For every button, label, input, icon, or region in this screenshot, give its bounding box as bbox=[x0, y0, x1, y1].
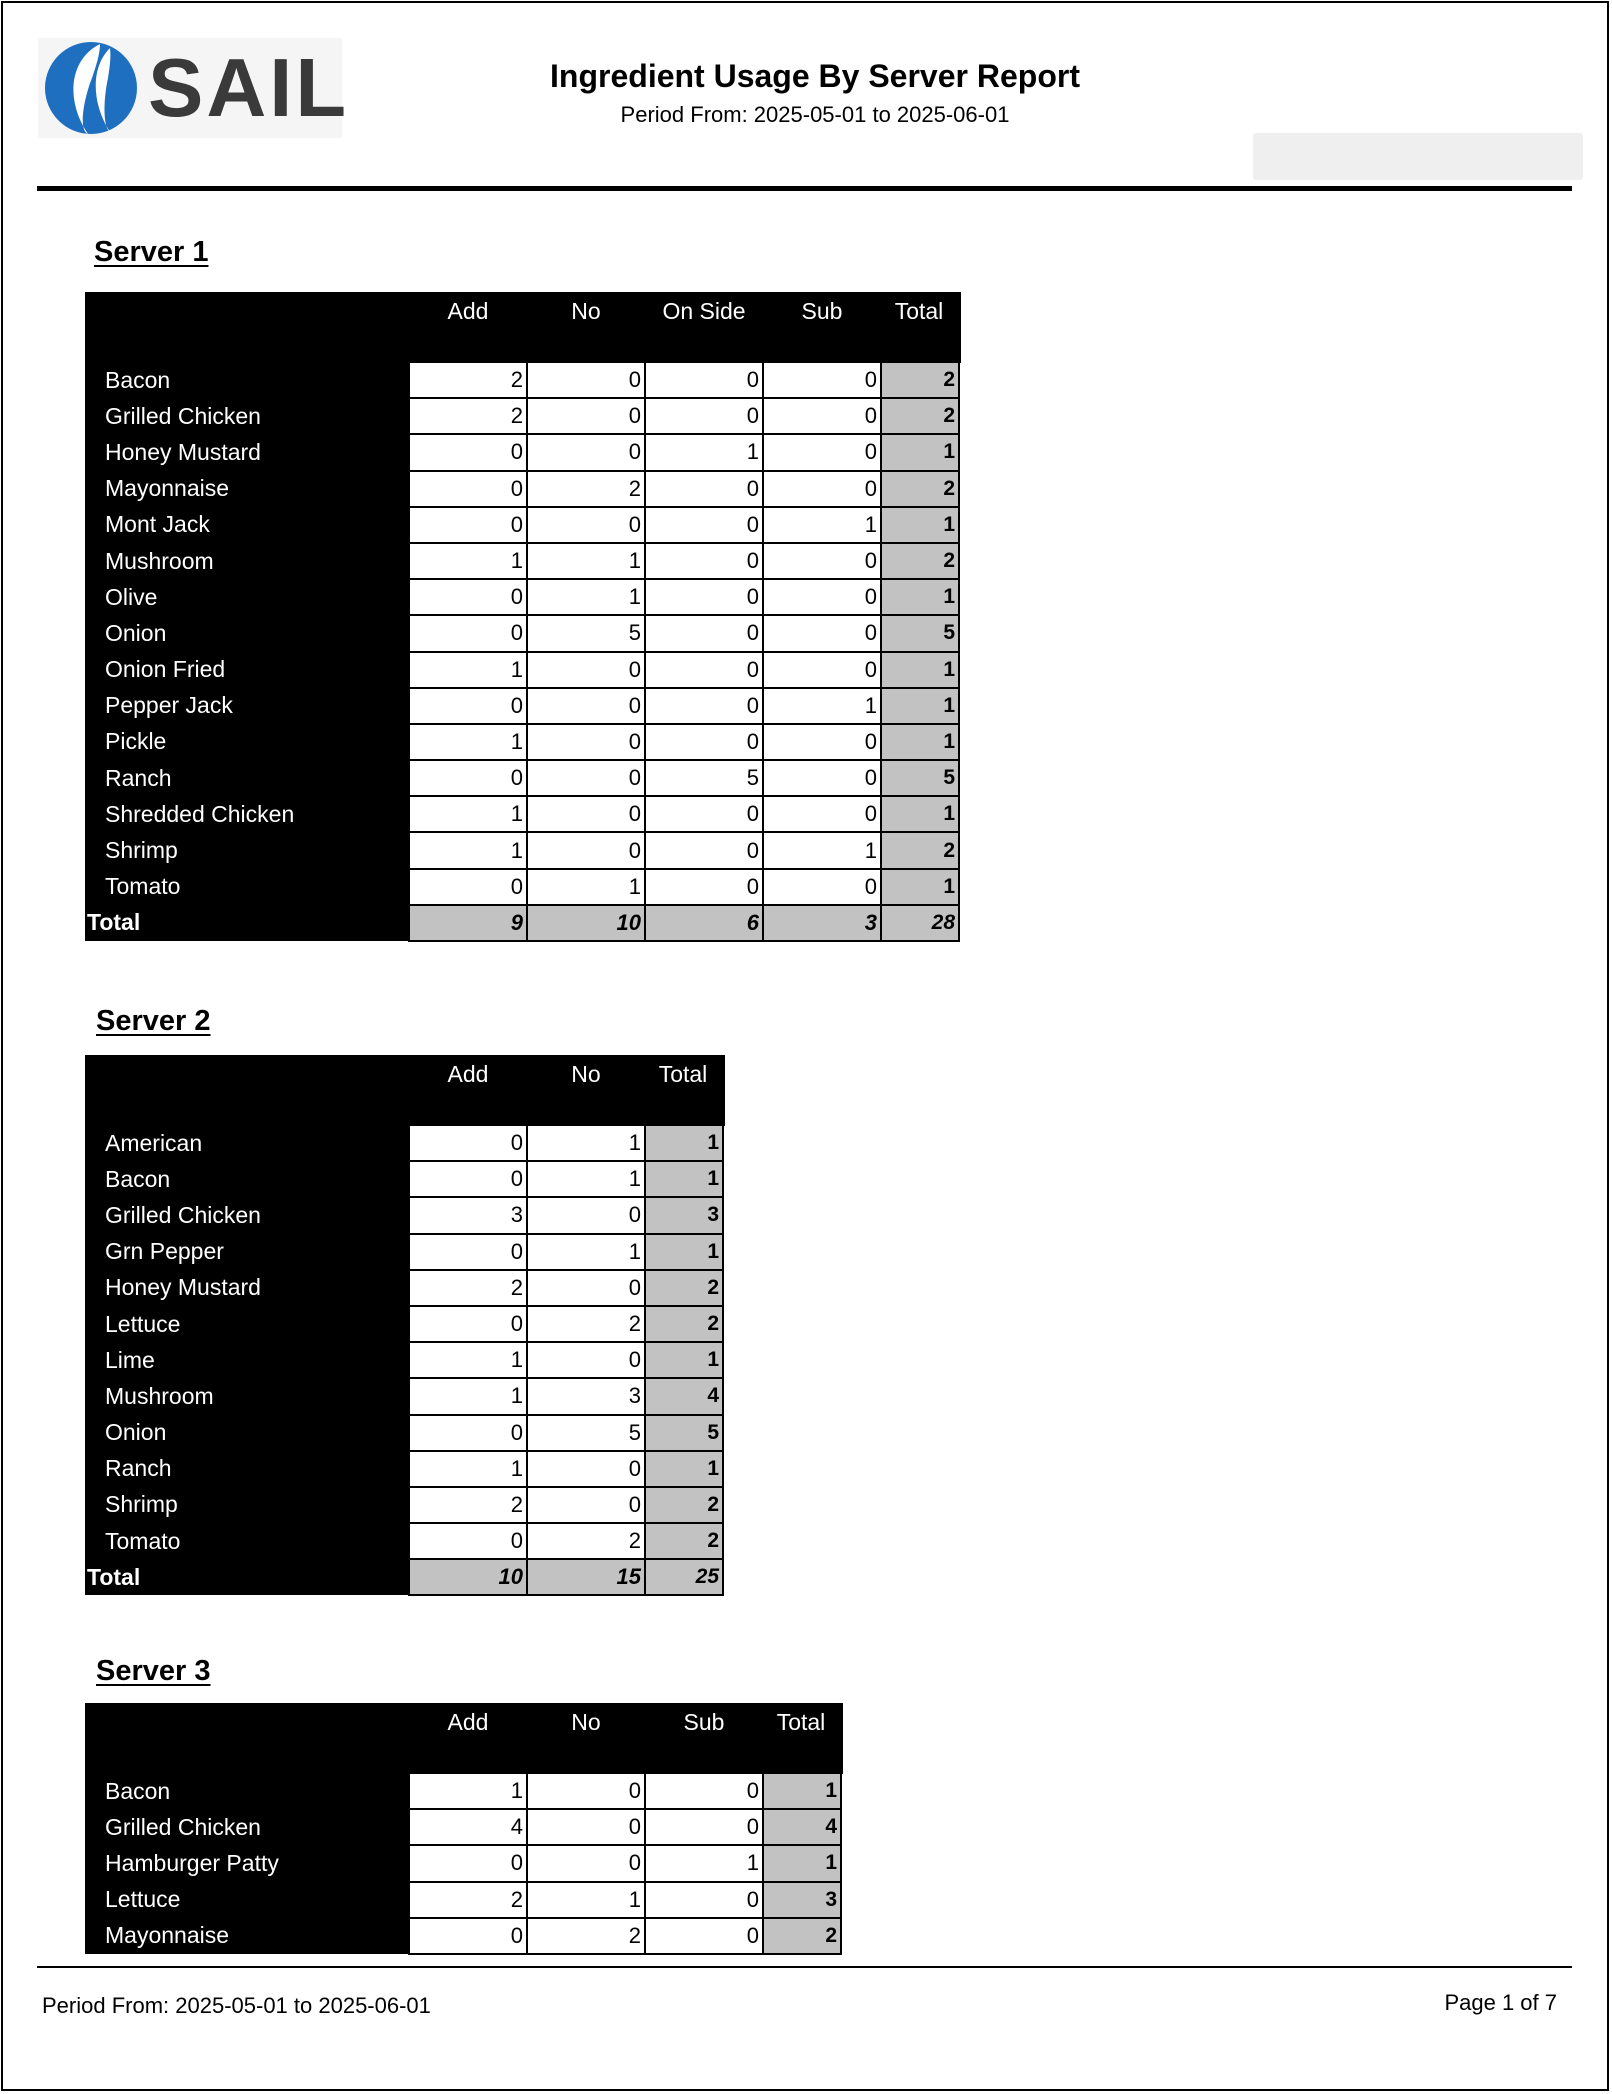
cell-value: 1 bbox=[409, 1773, 527, 1809]
ingredient-name: Ranch bbox=[85, 760, 409, 796]
column-total: 3 bbox=[763, 905, 881, 941]
cell-value: 1 bbox=[527, 869, 645, 905]
ingredient-name: Onion Fried bbox=[85, 652, 409, 688]
row-total: 2 bbox=[881, 543, 959, 579]
cell-value: 0 bbox=[527, 1487, 645, 1523]
cell-value: 0 bbox=[645, 362, 763, 398]
cell-value: 2 bbox=[527, 471, 645, 507]
cell-value: 1 bbox=[527, 1882, 645, 1918]
row-total: 1 bbox=[645, 1161, 723, 1197]
column-total: 10 bbox=[409, 1559, 527, 1595]
total-label: Total bbox=[85, 905, 409, 941]
row-total: 1 bbox=[645, 1125, 723, 1161]
table-header-row bbox=[85, 292, 959, 362]
logo-text: SAIL bbox=[148, 41, 350, 134]
table-row bbox=[85, 688, 959, 724]
table-row bbox=[85, 760, 959, 796]
table-row bbox=[85, 362, 959, 398]
cell-value: 0 bbox=[527, 1451, 645, 1487]
ingredient-name: Pickle bbox=[85, 724, 409, 760]
cell-value: 1 bbox=[409, 832, 527, 868]
grand-total: 25 bbox=[645, 1559, 723, 1595]
cell-value: 0 bbox=[409, 688, 527, 724]
cell-value: 0 bbox=[645, 1918, 763, 1954]
cell-value: 0 bbox=[409, 1845, 527, 1881]
column-total: 15 bbox=[527, 1559, 645, 1595]
cell-value: 0 bbox=[527, 1270, 645, 1306]
cell-value: 1 bbox=[409, 724, 527, 760]
cell-value: 0 bbox=[409, 1415, 527, 1451]
column-header: No bbox=[527, 292, 645, 362]
row-total: 5 bbox=[645, 1415, 723, 1451]
row-total: 1 bbox=[881, 507, 959, 543]
server-2-title: Server 2 bbox=[96, 1005, 211, 1037]
table-row bbox=[85, 832, 959, 868]
column-total: 9 bbox=[409, 905, 527, 941]
table-row bbox=[85, 1451, 723, 1487]
column-header: Sub bbox=[645, 1703, 763, 1773]
cell-value: 0 bbox=[527, 434, 645, 470]
cell-value: 0 bbox=[645, 543, 763, 579]
table-row bbox=[85, 1342, 723, 1378]
cell-value: 0 bbox=[763, 724, 881, 760]
cell-value: 0 bbox=[645, 724, 763, 760]
row-total: 2 bbox=[881, 832, 959, 868]
cell-value: 0 bbox=[763, 543, 881, 579]
cell-value: 0 bbox=[409, 507, 527, 543]
grand-total: 28 bbox=[881, 905, 959, 941]
ingredient-name: Shredded Chicken bbox=[85, 796, 409, 832]
cell-value: 0 bbox=[527, 652, 645, 688]
cell-value: 2 bbox=[409, 362, 527, 398]
row-total: 1 bbox=[763, 1845, 841, 1881]
row-total: 1 bbox=[881, 434, 959, 470]
cell-value: 0 bbox=[763, 796, 881, 832]
cell-value: 0 bbox=[645, 832, 763, 868]
column-total: 6 bbox=[645, 905, 763, 941]
cell-value: 1 bbox=[409, 796, 527, 832]
cell-value: 4 bbox=[409, 1809, 527, 1845]
cell-value: 2 bbox=[527, 1918, 645, 1954]
row-total: 4 bbox=[645, 1378, 723, 1414]
cell-value: 1 bbox=[763, 832, 881, 868]
ingredient-name: Honey Mustard bbox=[85, 434, 409, 470]
cell-value: 2 bbox=[527, 1306, 645, 1342]
cell-value: 0 bbox=[645, 1809, 763, 1845]
cell-value: 2 bbox=[409, 1270, 527, 1306]
cell-value: 0 bbox=[763, 579, 881, 615]
cell-value: 0 bbox=[645, 688, 763, 724]
cell-value: 0 bbox=[527, 398, 645, 434]
server-2-table bbox=[85, 1055, 725, 1596]
cell-value: 0 bbox=[527, 1845, 645, 1881]
cell-value: 1 bbox=[409, 1378, 527, 1414]
ingredient-name: Shrimp bbox=[85, 1487, 409, 1523]
row-total: 1 bbox=[645, 1451, 723, 1487]
cell-value: 0 bbox=[763, 652, 881, 688]
column-total: 10 bbox=[527, 905, 645, 941]
row-total: 3 bbox=[645, 1197, 723, 1233]
table-row bbox=[85, 1809, 841, 1845]
table-row bbox=[85, 1125, 723, 1161]
cell-value: 0 bbox=[527, 1809, 645, 1845]
cell-value: 0 bbox=[645, 652, 763, 688]
table-row bbox=[85, 1773, 841, 1809]
ingredient-name: Tomato bbox=[85, 1523, 409, 1559]
ingredient-name: Tomato bbox=[85, 869, 409, 905]
cell-value: 0 bbox=[763, 362, 881, 398]
ingredient-name: Bacon bbox=[85, 362, 409, 398]
cell-value: 0 bbox=[763, 471, 881, 507]
cell-value: 0 bbox=[409, 434, 527, 470]
ingredient-name: Onion bbox=[85, 615, 409, 651]
ingredient-name: Lettuce bbox=[85, 1882, 409, 1918]
cell-value: 0 bbox=[409, 1306, 527, 1342]
table-row bbox=[85, 1306, 723, 1342]
ingredient-name: Grn Pepper bbox=[85, 1234, 409, 1270]
cell-value: 0 bbox=[527, 796, 645, 832]
cell-value: 0 bbox=[527, 760, 645, 796]
cell-value: 0 bbox=[527, 688, 645, 724]
cell-value: 0 bbox=[645, 471, 763, 507]
table-row bbox=[85, 1918, 841, 1954]
table-row bbox=[85, 579, 959, 615]
table-row bbox=[85, 1523, 723, 1559]
cell-value: 1 bbox=[763, 507, 881, 543]
row-total: 1 bbox=[881, 652, 959, 688]
cell-value: 0 bbox=[645, 398, 763, 434]
cell-value: 5 bbox=[527, 615, 645, 651]
table-row bbox=[85, 1882, 841, 1918]
cell-value: 1 bbox=[527, 1125, 645, 1161]
row-total: 1 bbox=[645, 1234, 723, 1270]
header-blank bbox=[85, 292, 409, 362]
cell-value: 2 bbox=[409, 1882, 527, 1918]
cell-value: 0 bbox=[645, 507, 763, 543]
sail-logo-icon bbox=[38, 38, 148, 138]
row-total: 3 bbox=[763, 1882, 841, 1918]
cell-value: 2 bbox=[409, 398, 527, 434]
cell-value: 0 bbox=[409, 760, 527, 796]
cell-value: 0 bbox=[645, 1773, 763, 1809]
cell-value: 1 bbox=[409, 543, 527, 579]
ingredient-name: Grilled Chicken bbox=[85, 1197, 409, 1233]
column-header: Total bbox=[645, 1055, 723, 1125]
table-row bbox=[85, 615, 959, 651]
cell-value: 0 bbox=[763, 398, 881, 434]
cell-value: 0 bbox=[409, 869, 527, 905]
cell-value: 0 bbox=[645, 615, 763, 651]
table-row bbox=[85, 869, 959, 905]
cell-value: 0 bbox=[763, 760, 881, 796]
row-total: 5 bbox=[881, 615, 959, 651]
ingredient-name: Hamburger Patty bbox=[85, 1845, 409, 1881]
table-row bbox=[85, 796, 959, 832]
ingredient-name: Lettuce bbox=[85, 1306, 409, 1342]
cell-value: 1 bbox=[409, 652, 527, 688]
company-logo bbox=[38, 38, 350, 138]
header-divider bbox=[37, 186, 1572, 191]
row-total: 5 bbox=[881, 760, 959, 796]
ingredient-name: Shrimp bbox=[85, 832, 409, 868]
row-total: 4 bbox=[763, 1809, 841, 1845]
cell-value: 1 bbox=[527, 543, 645, 579]
table-total-row bbox=[85, 1559, 723, 1595]
column-header: Add bbox=[409, 292, 527, 362]
ingredient-name: Ranch bbox=[85, 1451, 409, 1487]
server-3-table bbox=[85, 1703, 843, 1955]
server-1-title: Server 1 bbox=[94, 236, 209, 268]
ingredient-name: Mont Jack bbox=[85, 507, 409, 543]
cell-value: 0 bbox=[763, 434, 881, 470]
row-total: 1 bbox=[881, 688, 959, 724]
row-total: 2 bbox=[763, 1918, 841, 1954]
footer-divider bbox=[37, 1966, 1572, 1968]
ingredient-name: Bacon bbox=[85, 1161, 409, 1197]
header-blank bbox=[85, 1055, 409, 1125]
ingredient-name: Mayonnaise bbox=[85, 471, 409, 507]
cell-value: 0 bbox=[409, 615, 527, 651]
column-header: Add bbox=[409, 1703, 527, 1773]
table-row bbox=[85, 1270, 723, 1306]
cell-value: 0 bbox=[409, 1125, 527, 1161]
ingredient-name: Lime bbox=[85, 1342, 409, 1378]
cell-value: 0 bbox=[763, 869, 881, 905]
total-label: Total bbox=[85, 1559, 409, 1595]
cell-value: 0 bbox=[527, 1773, 645, 1809]
table-row bbox=[85, 1234, 723, 1270]
cell-value: 0 bbox=[527, 832, 645, 868]
cell-value: 0 bbox=[409, 1523, 527, 1559]
ingredient-name: Grilled Chicken bbox=[85, 1809, 409, 1845]
row-total: 2 bbox=[645, 1523, 723, 1559]
row-total: 1 bbox=[881, 579, 959, 615]
ingredient-name: American bbox=[85, 1125, 409, 1161]
cell-value: 0 bbox=[645, 1882, 763, 1918]
cell-value: 1 bbox=[527, 1234, 645, 1270]
ingredient-name: Olive bbox=[85, 579, 409, 615]
page-number: Page 1 of 7 bbox=[1444, 1990, 1557, 2015]
row-total: 2 bbox=[881, 471, 959, 507]
cell-value: 0 bbox=[409, 1234, 527, 1270]
table-row bbox=[85, 1487, 723, 1523]
ingredient-name: Pepper Jack bbox=[85, 688, 409, 724]
server-3-title: Server 3 bbox=[96, 1655, 211, 1687]
cell-value: 1 bbox=[645, 434, 763, 470]
cell-value: 1 bbox=[645, 1845, 763, 1881]
table-header-row bbox=[85, 1703, 841, 1773]
column-header: Total bbox=[763, 1703, 841, 1773]
table-row bbox=[85, 398, 959, 434]
table-row bbox=[85, 1197, 723, 1233]
table-row bbox=[85, 507, 959, 543]
cell-value: 0 bbox=[527, 1197, 645, 1233]
table-row bbox=[85, 1415, 723, 1451]
ingredient-name: Mushroom bbox=[85, 543, 409, 579]
column-header: Total bbox=[881, 292, 959, 362]
column-header: No bbox=[527, 1703, 645, 1773]
cell-value: 1 bbox=[527, 579, 645, 615]
server-1-table bbox=[85, 292, 961, 942]
row-total: 2 bbox=[645, 1487, 723, 1523]
cell-value: 0 bbox=[409, 1918, 527, 1954]
cell-value: 1 bbox=[409, 1451, 527, 1487]
cell-value: 5 bbox=[527, 1415, 645, 1451]
table-total-row bbox=[85, 905, 959, 941]
cell-value: 1 bbox=[527, 1161, 645, 1197]
table-row bbox=[85, 434, 959, 470]
ingredient-name: Mushroom bbox=[85, 1378, 409, 1414]
table-row bbox=[85, 1161, 723, 1197]
header-blank bbox=[85, 1703, 409, 1773]
table-header-row bbox=[85, 1055, 723, 1125]
cell-value: 0 bbox=[409, 579, 527, 615]
cell-value: 3 bbox=[527, 1378, 645, 1414]
footer-period: Period From: 2025-05-01 to 2025-06-01 bbox=[42, 1993, 431, 2018]
cell-value: 5 bbox=[645, 760, 763, 796]
table-row bbox=[85, 543, 959, 579]
report-title: Ingredient Usage By Server Report bbox=[550, 58, 1080, 94]
table-row bbox=[85, 652, 959, 688]
cell-value: 3 bbox=[409, 1197, 527, 1233]
column-header: On Side bbox=[645, 292, 763, 362]
cell-value: 0 bbox=[645, 869, 763, 905]
row-total: 1 bbox=[881, 869, 959, 905]
redacted-field bbox=[1253, 133, 1583, 180]
cell-value: 0 bbox=[763, 615, 881, 651]
cell-value: 0 bbox=[527, 362, 645, 398]
row-total: 2 bbox=[645, 1270, 723, 1306]
report-period: Period From: 2025-05-01 to 2025-06-01 bbox=[620, 102, 1010, 127]
table-row bbox=[85, 1845, 841, 1881]
cell-value: 0 bbox=[527, 1342, 645, 1378]
cell-value: 2 bbox=[409, 1487, 527, 1523]
row-total: 2 bbox=[881, 362, 959, 398]
cell-value: 0 bbox=[527, 507, 645, 543]
column-header: No bbox=[527, 1055, 645, 1125]
row-total: 1 bbox=[763, 1773, 841, 1809]
ingredient-name: Honey Mustard bbox=[85, 1270, 409, 1306]
row-total: 2 bbox=[645, 1306, 723, 1342]
row-total: 2 bbox=[881, 398, 959, 434]
cell-value: 0 bbox=[645, 796, 763, 832]
column-header: Add bbox=[409, 1055, 527, 1125]
cell-value: 1 bbox=[763, 688, 881, 724]
table-row bbox=[85, 471, 959, 507]
column-header: Sub bbox=[763, 292, 881, 362]
ingredient-name: Mayonnaise bbox=[85, 1918, 409, 1954]
ingredient-name: Bacon bbox=[85, 1773, 409, 1809]
cell-value: 1 bbox=[409, 1342, 527, 1378]
row-total: 1 bbox=[881, 796, 959, 832]
ingredient-name: Grilled Chicken bbox=[85, 398, 409, 434]
cell-value: 0 bbox=[645, 579, 763, 615]
cell-value: 0 bbox=[409, 471, 527, 507]
row-total: 1 bbox=[645, 1342, 723, 1378]
cell-value: 2 bbox=[527, 1523, 645, 1559]
cell-value: 0 bbox=[409, 1161, 527, 1197]
table-row bbox=[85, 1378, 723, 1414]
cell-value: 0 bbox=[527, 724, 645, 760]
table-row bbox=[85, 724, 959, 760]
ingredient-name: Onion bbox=[85, 1415, 409, 1451]
row-total: 1 bbox=[881, 724, 959, 760]
